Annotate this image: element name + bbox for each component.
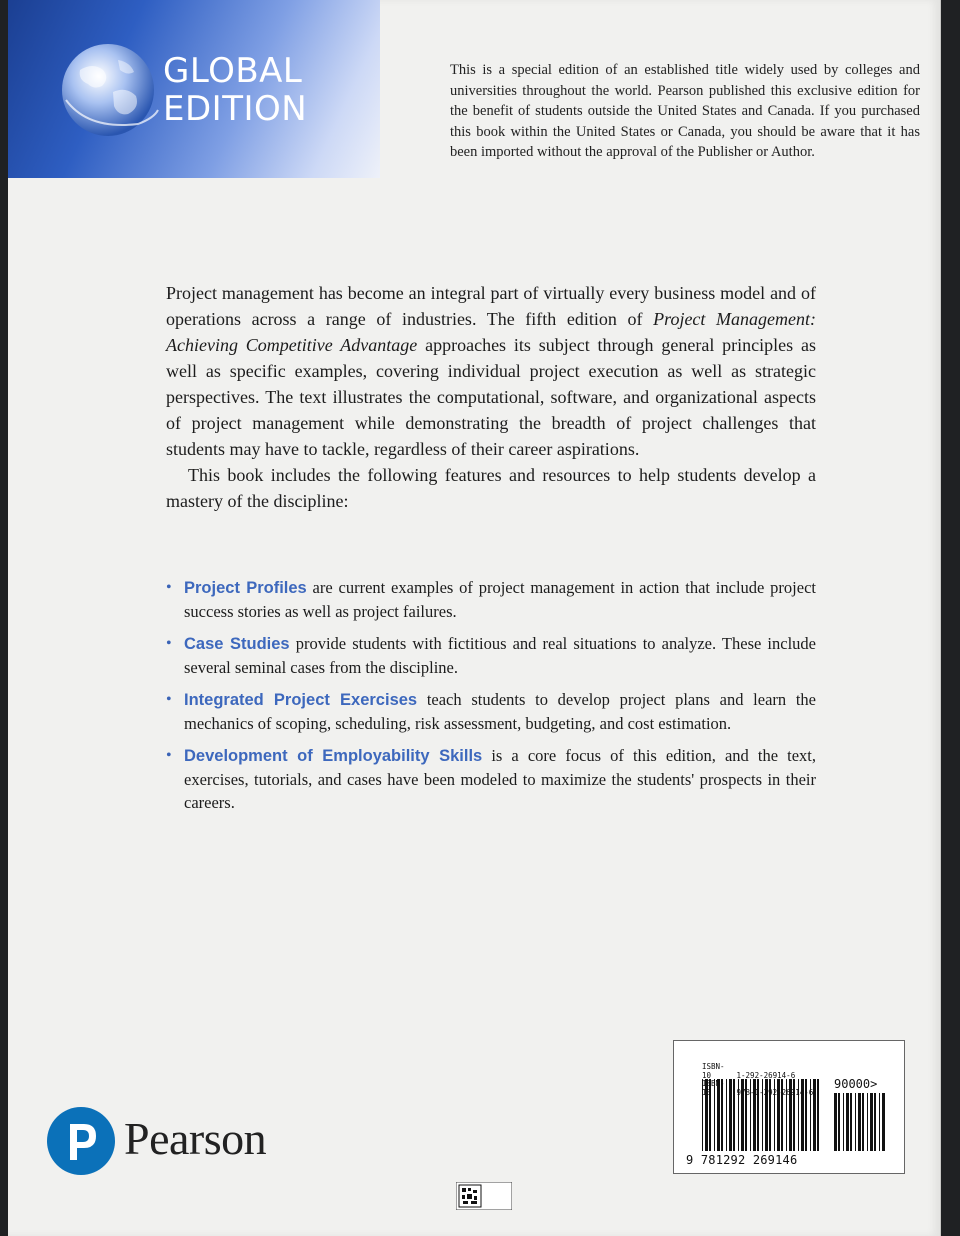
barcode-bar	[850, 1093, 852, 1151]
book-description	[166, 280, 816, 514]
isbn10-label: ISBN-10	[702, 1062, 725, 1080]
globe-icon	[58, 40, 164, 140]
barcode-bar	[834, 1093, 837, 1151]
isbn13-value: 978-1-292-26914-6	[736, 1087, 814, 1097]
barcode-bar	[846, 1093, 849, 1151]
feature-title: Integrated Project Exercises	[184, 691, 418, 709]
description-paragraph-2: This book includes the following features and resources to help students develop a mastery of the discipline:	[166, 465, 816, 511]
edition-line-2: EDITION	[163, 89, 308, 129]
description-intro: Project management has become an integral part of virtually every business model and of operations across a range of industries. The fifth edition of	[166, 283, 816, 329]
bullet-icon: •	[166, 747, 172, 764]
feature-item	[166, 744, 816, 814]
book-title: Project Management: Achieving Competitive Advantage	[166, 309, 816, 355]
barcode-bar	[855, 1093, 856, 1151]
barcode-bar	[874, 1093, 876, 1151]
global-edition-banner	[8, 0, 380, 178]
barcode-bar	[862, 1093, 864, 1151]
edition-title	[163, 52, 307, 128]
feature-text: is a core focus of this edition, and the text, exercises, tutorials, and cases have been modeled to maximize the students' prospects in their careers.	[184, 746, 817, 812]
edition-line-1: GLOBAL	[163, 51, 303, 91]
barcode-bar	[838, 1093, 840, 1151]
isbn13-label: ISBN-13	[702, 1079, 725, 1097]
feature-title: Project Profiles	[184, 579, 307, 597]
isbn10-value: 1-292-26914-6	[736, 1070, 796, 1080]
feature-title: Case Studies	[184, 635, 290, 653]
feature-item	[166, 632, 816, 679]
barcode-bar	[867, 1093, 868, 1151]
barcode-bar	[879, 1093, 880, 1151]
barcode-bar	[870, 1093, 873, 1151]
back-cover	[8, 0, 941, 1236]
barcode-number: 9 781292 269146	[686, 1153, 798, 1167]
barcode-bar	[813, 1079, 816, 1151]
feature-title: Development of Employability Skills	[184, 747, 483, 765]
barcode-bar	[882, 1093, 885, 1151]
features-list	[166, 576, 816, 823]
feature-item	[166, 688, 816, 735]
pearson-logo-icon	[46, 1106, 116, 1176]
barcode-bar	[843, 1093, 844, 1151]
bullet-icon: •	[166, 635, 172, 652]
description-paragraph-1	[166, 280, 816, 462]
bullet-icon: •	[166, 691, 172, 708]
isbn-barcode	[673, 1040, 905, 1174]
price-code: 90000>	[834, 1077, 878, 1091]
bullet-icon: •	[166, 579, 172, 596]
description-continued: approaches its subject through general principles as well as specific examples, covering individual project execution as well as strategic perspectives. The text illustrates the computational, software, and organizational aspects of project management while demonstrating the breadth of project challenges that students may have to tackle, regardless of their career aspirations.	[166, 335, 816, 459]
isbn-labels	[702, 1063, 813, 1097]
feature-text: are current examples of project management in action that include project success stories as well as project failures.	[184, 578, 816, 621]
feature-text: provide students with fictitious and real situations to analyze. These include several seminal cases from the discipline.	[184, 634, 816, 677]
feature-item	[166, 576, 816, 623]
feature-text: teach students to develop project plans and learn the mechanics of scoping, scheduling, risk assessment, budgeting, and cost estimation.	[184, 690, 817, 733]
barcode-bar	[858, 1093, 861, 1151]
publisher-name: Pearson	[124, 1113, 267, 1164]
barcode-bar	[817, 1079, 819, 1151]
qr-code-icon	[456, 1182, 512, 1210]
import-notice: This is a special edition of an established title widely used by colleges and universities throughout the world. Pearson published this exclusive edition for the benefit of students outside the United States and Canada. If you purchased this book within the United States or Canada, you should be aware that it has been imported without the approval of the Publisher or Author.	[450, 62, 920, 160]
